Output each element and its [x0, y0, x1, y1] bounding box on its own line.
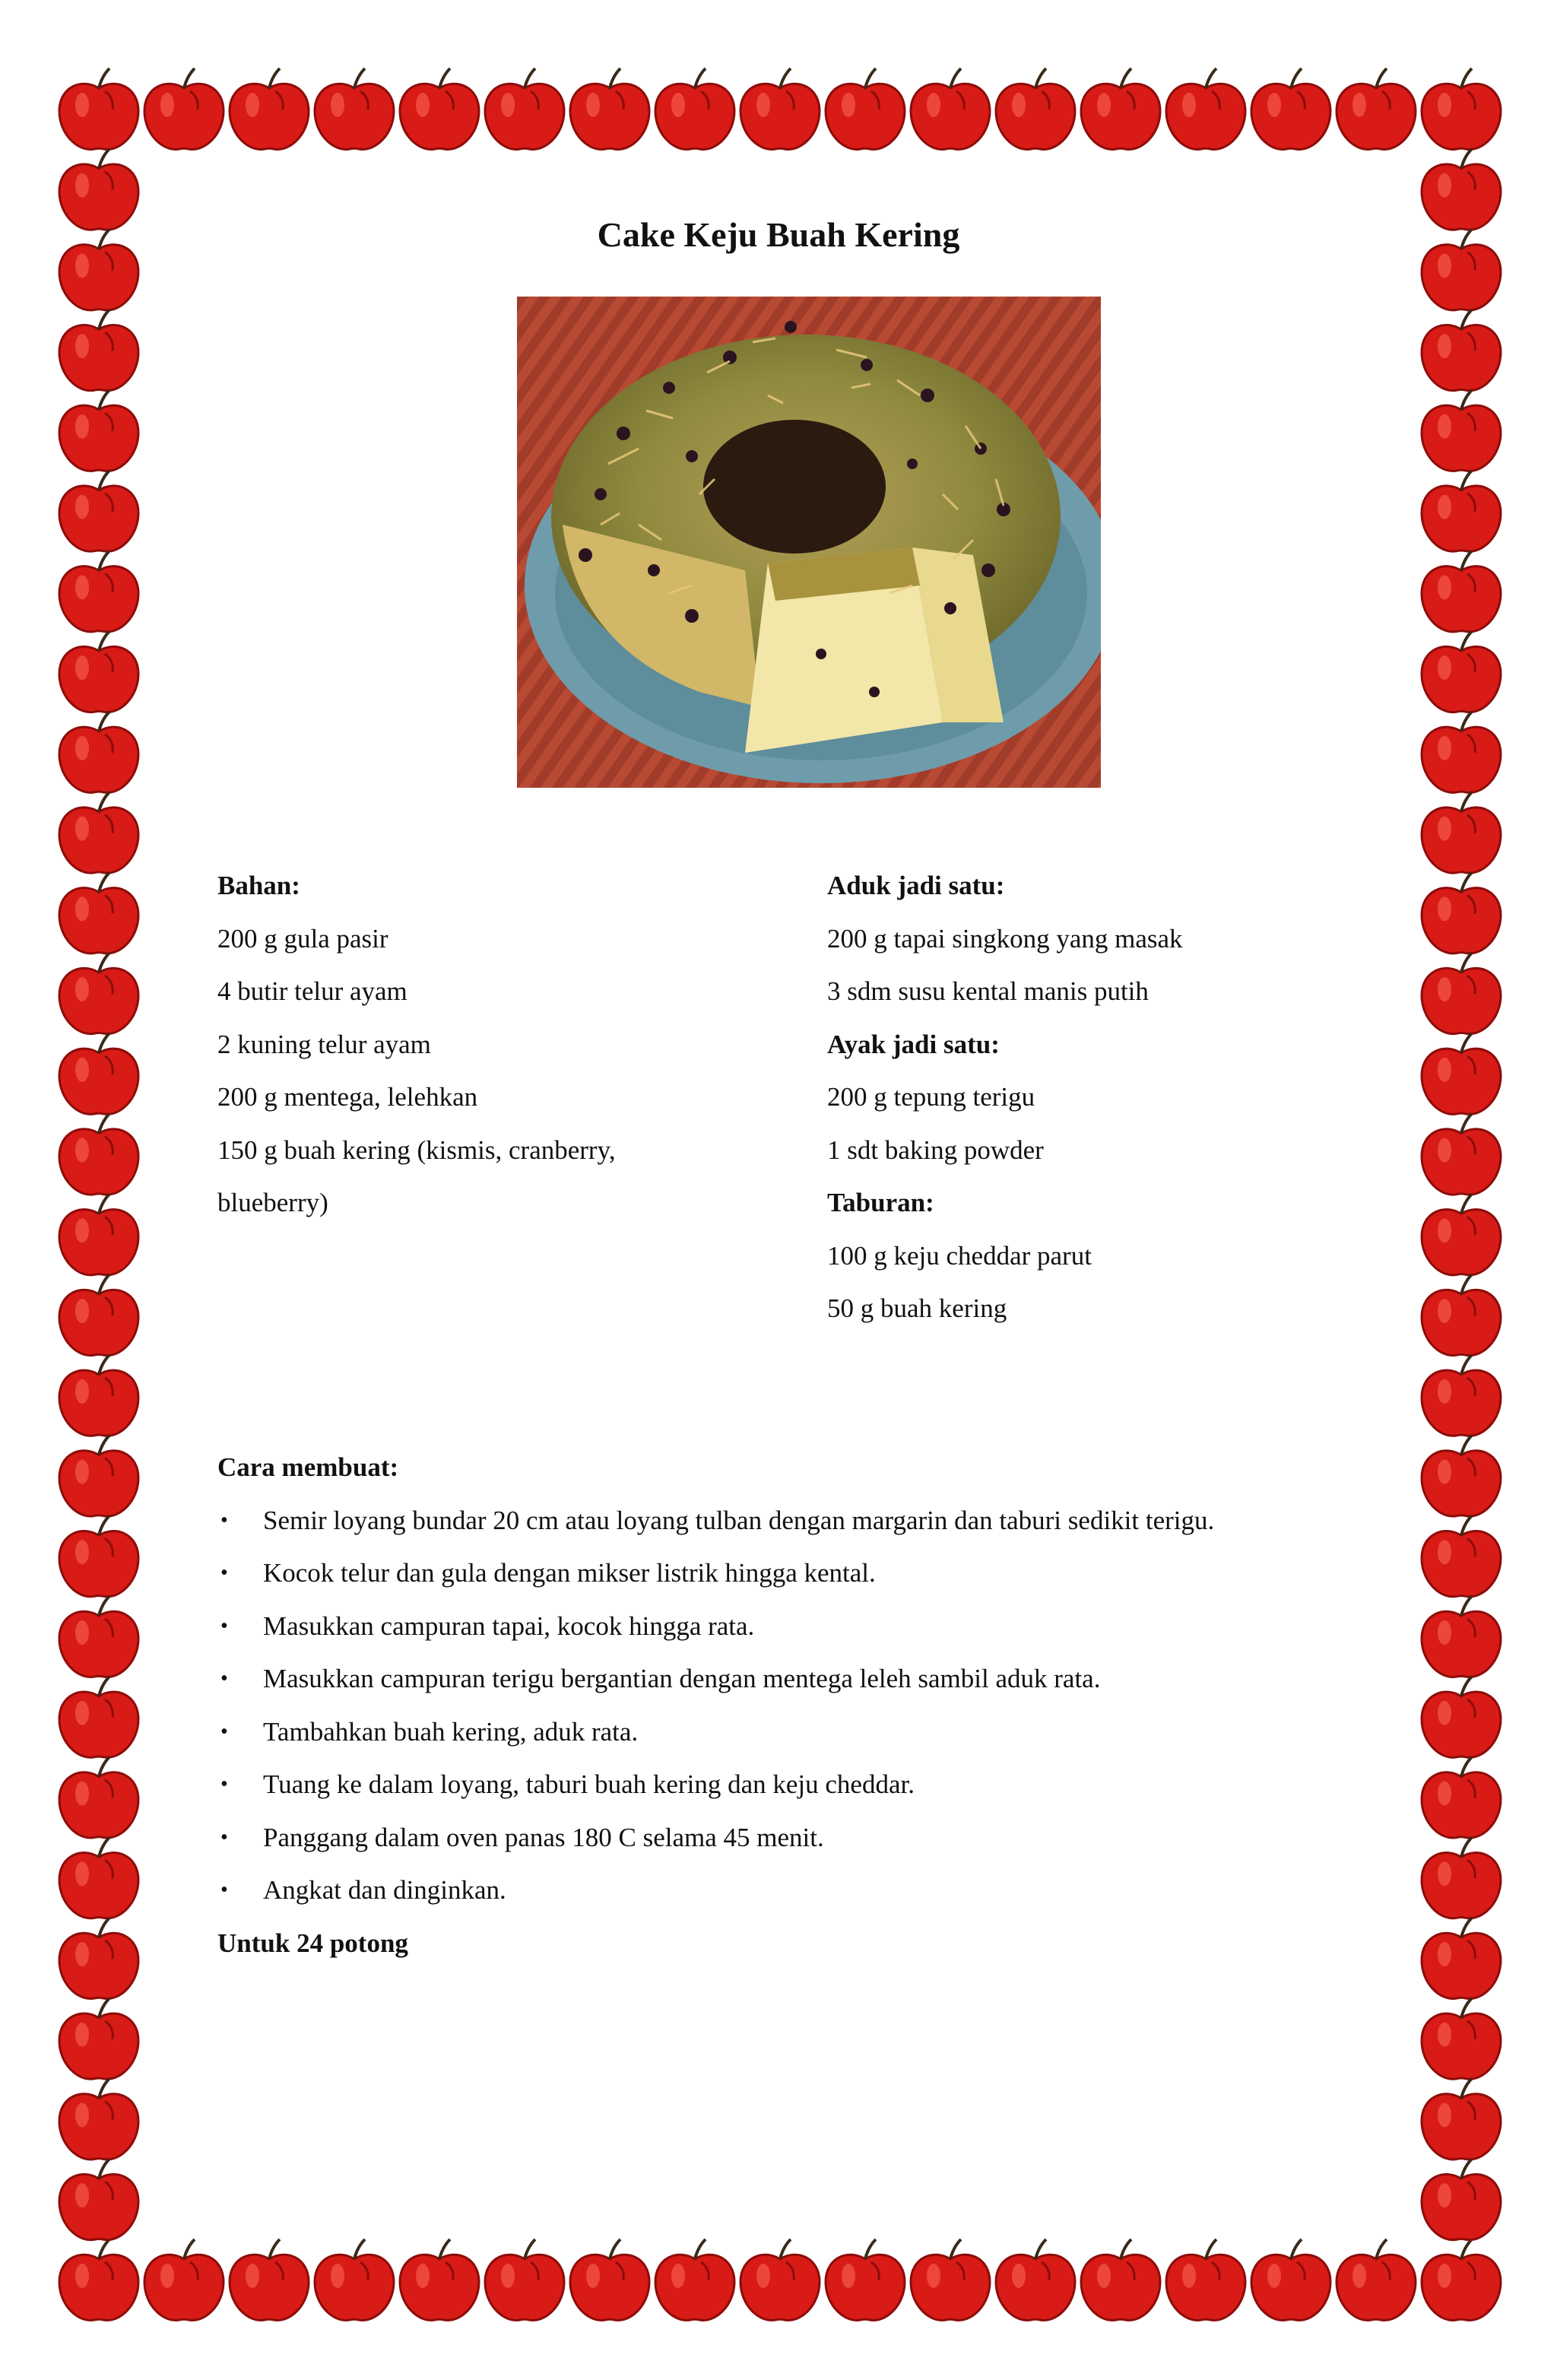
red-apple-icon [59, 1837, 138, 1918]
red-apple-icon [1166, 68, 1245, 149]
ingredient-heading: Aduk jadi satu: [827, 871, 1005, 900]
ingredient-line: 50 g buah kering [827, 1293, 1007, 1323]
recipe-title: Cake Keju Buah Kering [597, 215, 960, 254]
red-apple-icon [1422, 1757, 1501, 1838]
ingredient-line: 150 g buah kering (kismis, cranberry, [217, 1134, 616, 1165]
red-apple-icon [400, 2239, 479, 2320]
red-apple-icon [1251, 2239, 1330, 2320]
red-apple-icon [59, 872, 138, 953]
red-apple-icon [1422, 309, 1501, 390]
red-apple-icon [59, 2239, 138, 2320]
red-apple-icon [655, 68, 734, 149]
red-apple-icon [1422, 872, 1501, 953]
ingredient-line: 100 g keju cheddar parut [827, 1240, 1092, 1271]
method-section [217, 1441, 1297, 1969]
red-apple-icon [1422, 1918, 1501, 1998]
red-apple-icon [59, 471, 138, 551]
bullet-icon: • [220, 1561, 228, 1585]
red-apple-icon [59, 631, 138, 712]
red-apple-icon [911, 2239, 990, 2320]
method-step-text: Masukkan campuran tapai, kocok hingga rata. [263, 1610, 755, 1641]
red-apple-icon [400, 68, 479, 149]
red-apple-icon [1422, 1194, 1501, 1274]
red-apple-icon [1422, 1998, 1501, 2079]
method-step-text: Tambahkan buah kering, aduk rata. [263, 1716, 639, 1747]
bullet-icon: • [220, 1614, 228, 1638]
red-apple-icon [1422, 1436, 1501, 1516]
red-apple-icon [1422, 471, 1501, 551]
ingredients-left-column [217, 859, 795, 1230]
red-apple-icon [911, 68, 990, 149]
red-apple-icon [1337, 68, 1416, 149]
red-apple-icon [59, 309, 138, 390]
method-step [217, 1494, 1297, 1547]
red-apple-icon [59, 1194, 138, 1274]
ingredient-line: 3 sdm susu kental manis putih [827, 976, 1149, 1006]
red-apple-icon [59, 1114, 138, 1195]
red-apple-icon [1422, 2159, 1501, 2239]
red-apple-icon [1422, 1596, 1501, 1677]
red-apple-icon [59, 1918, 138, 1998]
red-apple-icon [655, 2239, 734, 2320]
bullet-icon: • [220, 1667, 228, 1690]
bullet-icon: • [220, 1825, 228, 1849]
ingredient-line: 2 kuning telur ayam [217, 1029, 431, 1059]
red-apple-icon [1251, 68, 1330, 149]
red-apple-icon [1166, 2239, 1245, 2320]
red-apple-icon [1337, 2239, 1416, 2320]
red-apple-icon [1422, 1677, 1501, 1757]
method-step [217, 1652, 1297, 1706]
ingredient-heading: Ayak jadi satu: [827, 1029, 1000, 1059]
red-apple-icon [1422, 2239, 1501, 2320]
red-apple-icon [59, 1515, 138, 1596]
red-apple-icon [485, 2239, 564, 2320]
red-apple-icon [59, 2159, 138, 2239]
ingredient-line: 200 g tapai singkong yang masak [827, 923, 1183, 954]
red-apple-icon [59, 1998, 138, 2079]
red-apple-icon [59, 390, 138, 471]
ingredient-line: 4 butir telur ayam [217, 976, 407, 1006]
red-apple-icon [1081, 2239, 1160, 2320]
method-step [217, 1600, 1297, 1653]
ingredient-heading: Bahan: [217, 871, 300, 900]
red-apple-icon [1422, 1355, 1501, 1436]
red-apple-icon [59, 792, 138, 873]
method-steps-list [217, 1494, 1297, 1917]
bundt-cake-photo [517, 297, 1101, 788]
red-apple-icon [59, 1757, 138, 1838]
red-apple-icon [1422, 1515, 1501, 1596]
red-apple-icon [59, 551, 138, 631]
red-apple-icon [315, 2239, 394, 2320]
method-step [217, 1547, 1297, 1600]
red-apple-icon [996, 2239, 1075, 2320]
red-apple-icon [1422, 2079, 1501, 2159]
red-apple-icon [59, 68, 138, 149]
red-apple-icon [1422, 1033, 1501, 1114]
method-step [217, 1758, 1297, 1811]
red-apple-icon [570, 2239, 649, 2320]
red-apple-icon [1422, 631, 1501, 712]
red-apple-icon [1422, 1837, 1501, 1918]
red-apple-icon [740, 2239, 820, 2320]
method-step [217, 1864, 1297, 1917]
method-step-text: Semir loyang bundar 20 cm atau loyang tulban dengan margarin dan taburi sedikit terigu. [263, 1505, 1215, 1535]
red-apple-icon [740, 68, 820, 149]
red-apple-icon [1422, 551, 1501, 631]
red-apple-icon [59, 2079, 138, 2159]
red-apple-icon [996, 68, 1075, 149]
red-apple-icon [315, 68, 394, 149]
red-apple-icon [485, 68, 564, 149]
red-apple-icon [59, 1355, 138, 1436]
red-apple-icon [1422, 390, 1501, 471]
method-step-text: Tuang ke dalam loyang, taburi buah kering dan keju cheddar. [263, 1769, 915, 1799]
ingredient-line: 1 sdt baking powder [827, 1134, 1044, 1165]
bullet-icon: • [220, 1878, 228, 1902]
method-step [217, 1706, 1297, 1759]
method-step [217, 1811, 1297, 1864]
red-apple-icon [1422, 953, 1501, 1033]
ingredient-line: 200 g gula pasir [217, 923, 388, 954]
bullet-icon: • [220, 1719, 228, 1744]
red-apple-icon [1422, 1274, 1501, 1355]
red-apple-icon [1422, 712, 1501, 792]
ingredient-line: 200 g mentega, lelehkan [217, 1082, 478, 1112]
red-apple-icon [144, 2239, 224, 2320]
red-apple-icon [1422, 1114, 1501, 1195]
red-apple-icon [59, 1596, 138, 1677]
method-step-text: Angkat dan dinginkan. [263, 1875, 506, 1905]
ingredient-line: blueberry) [217, 1188, 328, 1217]
bullet-icon: • [220, 1508, 228, 1532]
red-apple-icon [59, 953, 138, 1033]
method-step-text: Panggang dalam oven panas 180 C selama 45 menit. [263, 1822, 824, 1852]
red-apple-icon [59, 1033, 138, 1114]
red-apple-icon [59, 1677, 138, 1757]
red-apple-icon [1081, 68, 1160, 149]
red-apple-icon [230, 2239, 309, 2320]
red-apple-icon [59, 1436, 138, 1516]
ingredient-heading: Taburan: [827, 1188, 934, 1217]
red-apple-icon [1422, 792, 1501, 873]
method-step-text: Kocok telur dan gula dengan mikser listrik hingga kental. [263, 1558, 876, 1588]
ingredient-line: 200 g tepung terigu [827, 1082, 1035, 1112]
red-apple-icon [59, 1274, 138, 1355]
red-apple-icon [144, 68, 224, 149]
red-apple-icon [230, 68, 309, 149]
red-apple-icon [826, 2239, 905, 2320]
red-apple-icon [826, 68, 905, 149]
red-apple-icon [1422, 68, 1501, 149]
red-apple-icon [59, 712, 138, 792]
red-apple-icon [570, 68, 649, 149]
ingredients-right-column [827, 859, 1405, 1335]
bullet-icon: • [220, 1772, 228, 1796]
method-step-text: Masukkan campuran terigu bergantian dengan mentega leleh sambil aduk rata. [263, 1664, 1101, 1693]
yield-text: Untuk 24 potong [217, 1928, 408, 1958]
method-heading: Cara membuat: [217, 1452, 399, 1482]
